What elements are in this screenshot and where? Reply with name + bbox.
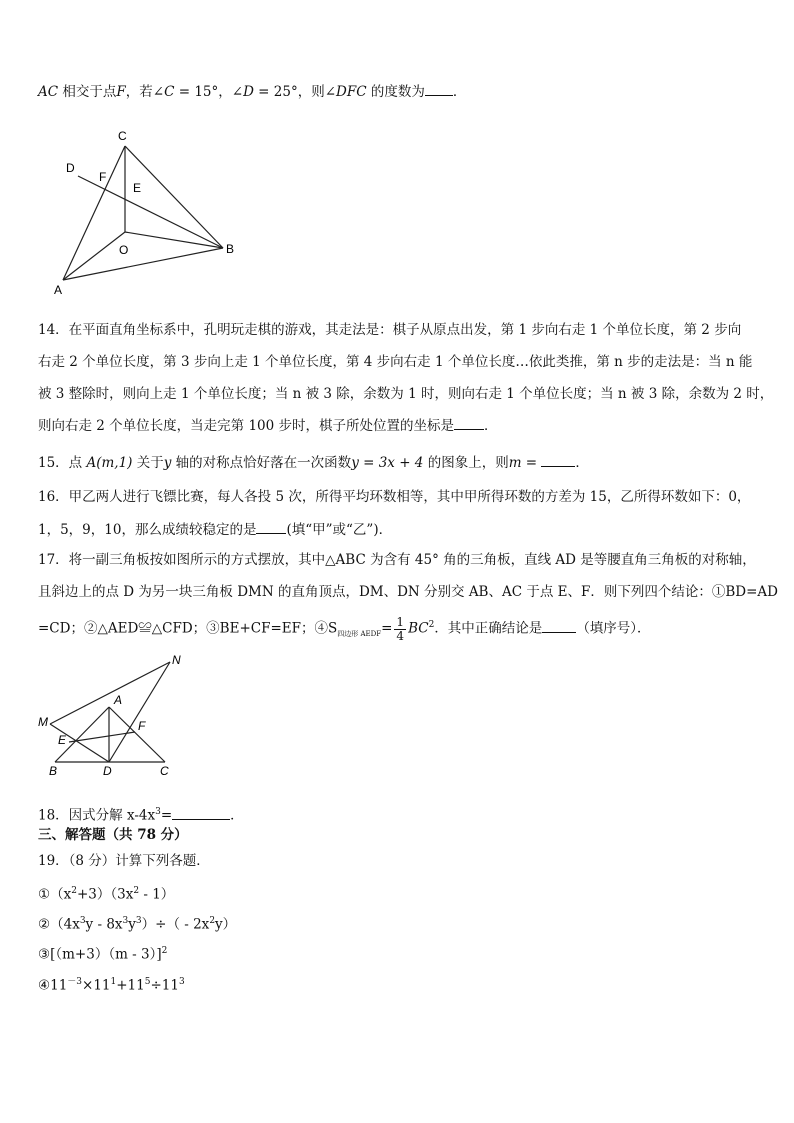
q14-end: ．: [484, 418, 498, 434]
q17-frac-num: 1: [396, 614, 405, 629]
q13-text2: ，若∠: [125, 84, 165, 100]
q14-line3: 被 3 整除时，则向上走 1 个单位长度；当 n 被 3 除，余数为 1 时，则向右走 1 个单位长度；当 n 被 3 除，余数为 2 时，: [38, 386, 774, 402]
line-mn: [50, 662, 170, 724]
q15-text1: 关于: [132, 455, 164, 471]
label-d: D: [103, 764, 112, 778]
q16-line1: 16．甲乙两人进行飞镖比赛，每人各投 5 次，所得平均环数相等，其中甲所得环数的方差为 15，乙所得环数如下：0，: [38, 489, 751, 505]
line-db: [78, 176, 223, 248]
label-b: B: [226, 242, 235, 256]
q15-answer-blank[interactable]: [541, 452, 575, 467]
q15-text4: =: [521, 455, 542, 471]
q19-i1b: +3）（3x: [76, 886, 134, 903]
q19-i3a: ③[（m+3）（m - 3）]: [38, 946, 162, 963]
q17-line3b: =: [381, 620, 393, 637]
q13-text1: 相交于点: [58, 84, 117, 100]
q19-item2: [38, 911, 236, 935]
q19-i2a: ②（4x: [38, 916, 80, 933]
q19-i2-sup2: 3: [122, 916, 129, 926]
q17-fraction: [394, 616, 406, 643]
line-cb: [125, 146, 223, 248]
label-b: B: [49, 764, 58, 778]
q13-dfc: DFC: [336, 84, 367, 100]
label-c: C: [160, 764, 169, 778]
q19-i4-sup1: －3: [67, 977, 83, 987]
q19-i1-sup2: 2: [133, 886, 140, 896]
q19-i4-sup4: 3: [178, 977, 185, 987]
q14-line4: 则向右走 2 个单位长度，当走完第 100 步时，棋子所处位置的坐标是: [38, 418, 455, 434]
q15-func: y = 3x + 4: [351, 455, 424, 471]
q13-ac: AC: [38, 84, 59, 100]
q16-line2b: (填“甲”或“乙”)．: [286, 522, 393, 538]
label-e: E: [58, 733, 67, 747]
q13-end: ．: [452, 84, 467, 100]
q19-i2d: ）÷（ - 2x: [141, 916, 210, 933]
q13-f: F: [116, 84, 126, 100]
q14-line2: 右走 2 个单位长度，第 3 步向上走 1 个单位长度，第 4 步向右走 1 个单位长度…依此类推，第 n 步的走法是：当 n 能: [38, 354, 753, 370]
q15-text3: 的图象上，则: [423, 455, 509, 471]
label-f: F: [99, 170, 107, 184]
line-ob: [125, 232, 223, 248]
label-o: O: [119, 243, 129, 257]
q19-i1-sup1: 2: [71, 886, 77, 896]
label-c: C: [118, 129, 127, 143]
q19-i2-sup1: 3: [79, 916, 86, 926]
q18-answer-blank[interactable]: [172, 805, 230, 820]
q15-num: 15．点: [38, 455, 87, 471]
q15-end: ．: [575, 455, 589, 471]
q17-line3a: =CD；②△AED≌△CFD；③BE+CF=EF；④S: [38, 620, 338, 637]
q19-i2b: y - 8x: [85, 916, 123, 933]
q19-i4c: +11: [116, 977, 145, 994]
label-d: D: [66, 161, 75, 175]
q19-item4: [38, 972, 185, 996]
q13-c: C: [164, 84, 175, 100]
q18-line: [38, 802, 244, 826]
q18-text: 18．因式分解 x-4x: [38, 807, 156, 824]
q13-text4: = 25°，则∠: [253, 84, 337, 100]
q15-point: A(m,1): [86, 455, 133, 471]
line-ao: [63, 232, 125, 280]
q18-end: ．: [230, 807, 244, 824]
q19-i4-sup2: 1: [110, 977, 117, 987]
q17-line3e: （填序号）．: [576, 620, 651, 637]
q19-i4a: ④11: [38, 977, 68, 994]
q17-line3c: BC: [408, 620, 429, 637]
q15-text2: 轴的对称点恰好落在一次函数: [171, 455, 352, 471]
q17-answer-blank[interactable]: [542, 618, 576, 633]
q17-frac-den: 4: [396, 628, 405, 643]
q19-item1: [38, 881, 174, 905]
q16-line2a: 1，5，9，10，那么成绩较稳定的是: [38, 522, 257, 538]
label-f: F: [138, 719, 146, 733]
q15-m: m: [508, 455, 522, 471]
q17-line1: 17．将一副三角板按如图所示的方式摆放，其中△ABC 为含有 45° 角的三角板，直线 AD 是等腰直角三角板的对称轴，: [38, 552, 756, 568]
line-ab: [63, 248, 223, 280]
q14-answer-blank[interactable]: [454, 415, 484, 430]
q15-y: y: [163, 455, 172, 471]
q14-line1: 14．在平面直角坐标系中，孔明玩走棋的游戏，其走法是：棋子从原点出发，第 1 步向右走 1 个单位长度，第 2 步向: [38, 322, 742, 338]
q13-text5: 的度数为: [366, 84, 425, 100]
q17-line3-wrap: [38, 615, 651, 644]
q14-line4-wrap: [38, 415, 498, 436]
label-m: M: [38, 715, 48, 729]
q13-answer-blank[interactable]: [425, 81, 453, 96]
q19-i3-sup: 2: [161, 946, 168, 956]
q16-line2-wrap: [38, 519, 392, 540]
line-dn: [109, 662, 170, 762]
q19-i1c: - 1）: [139, 886, 175, 903]
q18-sup: 3: [155, 807, 161, 817]
q19-title: 19．（8 分）计算下列各题．: [38, 853, 210, 869]
label-e: E: [133, 181, 142, 195]
section3-title: 三、解答题（共 78 分）: [38, 827, 188, 843]
q17-geometry-figure: [36, 652, 186, 782]
q13-text-line: [38, 81, 466, 102]
q18-eq: =: [160, 807, 173, 824]
q19-i4-sup3: 5: [144, 977, 151, 987]
q13-d: D: [243, 84, 254, 100]
q13-geometry-figure: [40, 120, 250, 305]
q19-i4b: ×11: [82, 977, 111, 994]
q17-line3-sup: 2: [428, 620, 435, 630]
q19-item3: [38, 941, 167, 965]
q19-i1a: ①（x: [38, 886, 72, 903]
q19-i2-sup4: 2: [209, 916, 216, 926]
q19-i4d: ÷11: [150, 977, 179, 994]
q17-line3d: ．其中正确结论是: [434, 620, 543, 637]
label-n: N: [172, 653, 181, 667]
q17-line2: 且斜边上的点 D 为另一块三角板 DMN 的直角顶点，DM、DN 分别交 AB、AC 于点 E、F．则下列四个结论：①BD=AD: [38, 584, 778, 600]
q17-line3-sub: 四边形 AEDF: [337, 630, 382, 639]
q13-text3: = 15°，∠: [174, 84, 244, 100]
q19-i2c: y: [128, 916, 136, 933]
q15-line: [38, 452, 589, 473]
label-a: A: [114, 693, 123, 707]
label-a: A: [54, 283, 63, 297]
q19-i2e: y）: [215, 916, 237, 933]
q16-answer-blank[interactable]: [256, 519, 286, 534]
q19-i2-sup3: 3: [135, 916, 142, 926]
